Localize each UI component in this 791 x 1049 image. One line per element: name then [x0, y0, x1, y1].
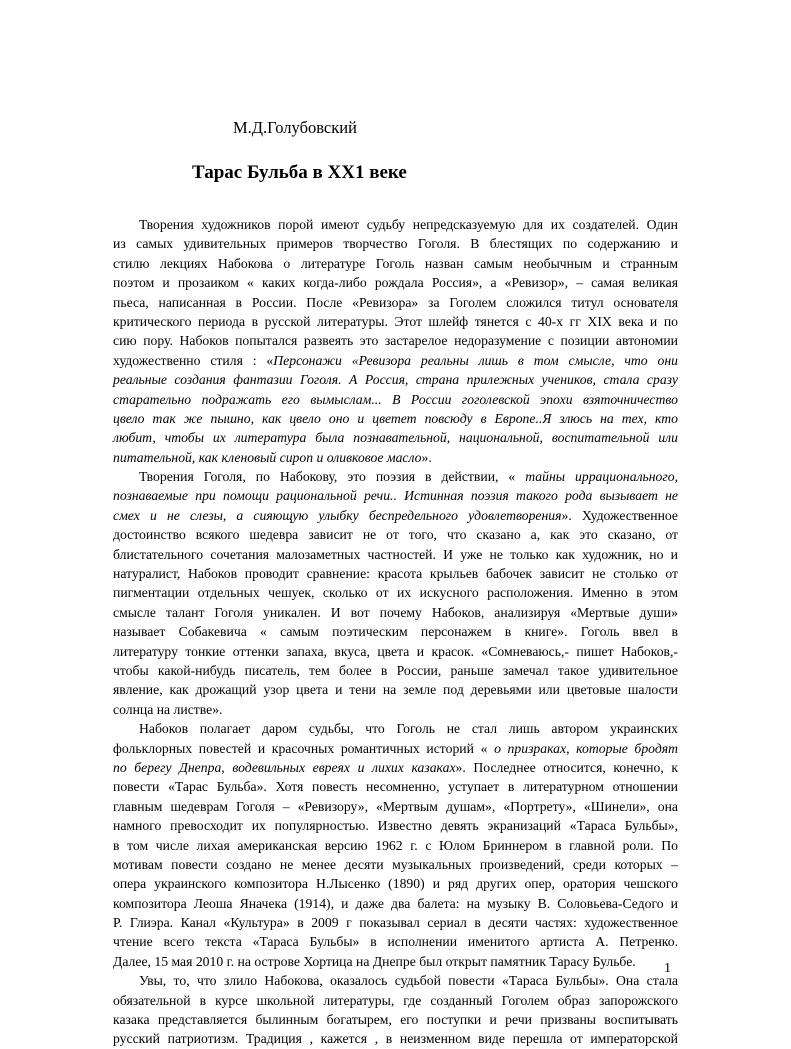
text-line	[113, 234, 678, 253]
text-line	[113, 816, 678, 835]
text-fragment: явление, как дрожащий узор цвета и тени на земле под деревьями или цветовые шалости	[113, 682, 678, 698]
text-fragment: из самых удивительных примеров творчество Гоголя. В блестящих по содержанию и	[113, 236, 678, 252]
text-line	[113, 758, 678, 777]
text-fragment: Творения художников порой имеют судьбу непредсказуемую для их создателей. Один	[139, 217, 678, 232]
text-fragment: пьеса, написанная в России. После «Ревизора» за Гоголем сложился титул основателя	[113, 294, 678, 310]
text-line	[113, 836, 678, 855]
text-line	[113, 273, 678, 292]
text-fragment: литературу тонкие оттенки запаха, вкуса, цвета и красок. «Сомневаюсь,- пишет Набоков,-	[113, 643, 678, 659]
text-line	[113, 680, 678, 699]
text-line	[113, 913, 678, 932]
text-line	[113, 661, 678, 680]
author-name: М.Д.Голубовский	[233, 118, 357, 137]
quote-fragment: смех и не слезы, а сияющую улыбку беспредельного удовлетворения	[113, 507, 562, 523]
quote-fragment: цвело так же пышно, как цвело оно и цветет повсюду в Европе..Я злюсь на тех, кто	[113, 410, 678, 426]
text-line	[113, 971, 678, 990]
text-fragment: натуралист, Набоков проводит сравнение: красота крыльев бабочек зависит не столько от	[113, 566, 678, 582]
text-line	[113, 797, 678, 816]
text-fragment: Творения Гоголя, по Набокову, это поэзия в действии, «	[139, 469, 526, 485]
text-fragment: казака представляется былинным богатырем, его поступки и речи призваны воспитывать	[113, 1012, 678, 1028]
text-line	[113, 254, 678, 273]
text-line	[113, 448, 678, 467]
text-line	[113, 739, 678, 758]
text-fragment: опера украинского композитора Н.Лысенко (1890) и ряд других опер, оратория чешского	[113, 876, 678, 892]
text-fragment: ». Последнее относится, конечно, к	[455, 759, 678, 775]
page-number: 1	[664, 961, 671, 976]
quote-fragment: Персонажи «Ревизора реальны лишь в том смысле, что они	[273, 352, 678, 368]
text-line	[113, 331, 678, 350]
text-line	[113, 932, 678, 951]
text-fragment: русский патриотизм. Традиция , кажется , в неизменном виде перешла от императорской	[113, 1031, 678, 1047]
quote-fragment: по берегу Днепра, водевильных евреях и лихих казаках	[113, 759, 456, 775]
text-line	[113, 564, 678, 583]
text-fragment: ».	[421, 449, 432, 465]
text-line	[113, 855, 678, 874]
text-line	[113, 1010, 678, 1029]
text-line	[113, 622, 678, 641]
document-title: Тарас Бульба в ХХ1 веке	[192, 162, 407, 183]
text-fragment: Р. Глиэра. Канал «Культура» в 2009 г показывал сериал в десяти частях: художественное	[113, 915, 678, 931]
text-fragment: Набоков полагает даром судьбы, что Гоголь не стал лишь автором украинских	[139, 721, 678, 737]
text-line	[113, 603, 678, 622]
text-line	[113, 409, 678, 428]
text-line	[113, 467, 678, 486]
text-fragment: достоинство всякого шедевра зависит не от того, что сказано а, как это сказано, от	[113, 527, 678, 543]
text-fragment: блистательного сочетания малозаметных частностей. И уже не только как художник, но и	[113, 546, 678, 562]
text-line	[113, 525, 678, 544]
quote-fragment: познаваемые при помощи рациональной речи.. Истинная поэзия такого рода вызывает не	[113, 488, 678, 504]
text-fragment: ». Художественное	[561, 507, 678, 523]
text-fragment: чтение всего текста «Тараса Бульбы» в исполнении именитого артиста А. Петренко.	[113, 934, 678, 950]
text-fragment: Увы, то, что злило Набокова, оказалось судьбой повести «Тараса Бульбы». Она стала	[139, 973, 678, 989]
text-line	[113, 428, 678, 447]
quote-fragment: старательно подражать его вымыслам... В России гоголевской эпохи взяточничество	[113, 391, 678, 407]
text-line	[113, 642, 678, 661]
text-fragment: главным шедеврам Гоголя – «Ревизору», «Мертвым душам», «Портрету», «Шинели», она	[113, 798, 678, 814]
quote-fragment: реальные создания фантазии Гоголя. А Россия, страна прилежных учеников, стала сразу	[113, 372, 678, 388]
text-line	[113, 991, 678, 1010]
text-line	[113, 1029, 678, 1048]
text-line	[113, 390, 678, 409]
text-fragment: поэтом и прозаиком « каких когда-либо рождала Россия», а «Ревизор», – самая великая	[113, 275, 678, 291]
text-fragment: смысле талант Гоголя уникален. И вот почему Набоков, анализируя «Мертвые души»	[113, 604, 678, 620]
text-fragment: в том числе лихая американская версию 1962 г. с Юлом Бриннером в главной роли. По	[113, 837, 678, 853]
text-line	[113, 370, 678, 389]
text-line	[113, 293, 678, 312]
text-fragment: фольклорных повестей и красочных романтичных историй «	[113, 740, 495, 756]
text-fragment: художественно стиля : «	[113, 352, 274, 368]
text-line	[113, 894, 678, 913]
quote-fragment: любит, чтобы их литература была познавательной, национальной, воспитательной или	[113, 430, 678, 446]
text-fragment: композитора Леоша Яначека (1914), и даже два балета: на музыку В. Соловьева-Седого и	[113, 895, 678, 911]
text-fragment: чтобы какой-нибудь писатель, тем более в России, раньше замечал такое удивительное	[113, 662, 678, 678]
text-line	[113, 952, 678, 971]
text-fragment: повести «Тарас Бульба». Хотя повесть несомненно, уступает в литературном отношении	[113, 779, 678, 795]
text-fragment: Далее, 15 мая 2010 г. на острове Хортица на Днепре был открыт памятник Тарасу Бульбе.	[113, 953, 636, 969]
document-body	[113, 215, 678, 1049]
text-line	[113, 777, 678, 796]
quote-fragment: тайны иррационального,	[525, 469, 679, 485]
text-fragment: пигментации отдельных чешуек, сколько от их искусного расположения. Именно в этом	[113, 585, 678, 601]
text-fragment: критического периода в русской литературы. Этот шлейф тянется с 40-х гг XIX века и по	[113, 313, 678, 329]
text-fragment: называет Собакевича « самым поэтическим персонажем в книге». Гоголь ввел в	[113, 624, 678, 640]
text-fragment: сию пору. Набоков попытался развеять это застарелое недоразумение с позиции автономии	[113, 333, 678, 349]
text-line	[113, 486, 678, 505]
text-fragment: обязательной в курсе школьной литературы, где созданный Гоголем образ запорожского	[113, 992, 678, 1008]
text-fragment: стилю лекциях Набокова о литературе Гоголь назван самым необычным и странным	[113, 255, 678, 271]
text-line	[113, 583, 678, 602]
quote-fragment: питательной, как кленовый сироп и оливковое масло	[113, 449, 422, 465]
text-line	[113, 719, 678, 738]
text-line	[113, 874, 678, 893]
text-fragment: солнца на листве».	[113, 701, 223, 717]
text-line	[113, 351, 678, 370]
text-line	[113, 506, 678, 525]
text-fragment: мотивам повести создано не менее десяти музыкальных произведений, среди которых –	[113, 856, 678, 872]
text-line	[113, 215, 678, 234]
text-fragment: намного превосходит их популярностью. Известно девять экранизаций «Тараса Бульбы»,	[113, 818, 678, 834]
quote-fragment: о призраках, которые бродят	[494, 740, 678, 756]
text-line	[113, 700, 678, 719]
text-line	[113, 312, 678, 331]
text-line	[113, 545, 678, 564]
